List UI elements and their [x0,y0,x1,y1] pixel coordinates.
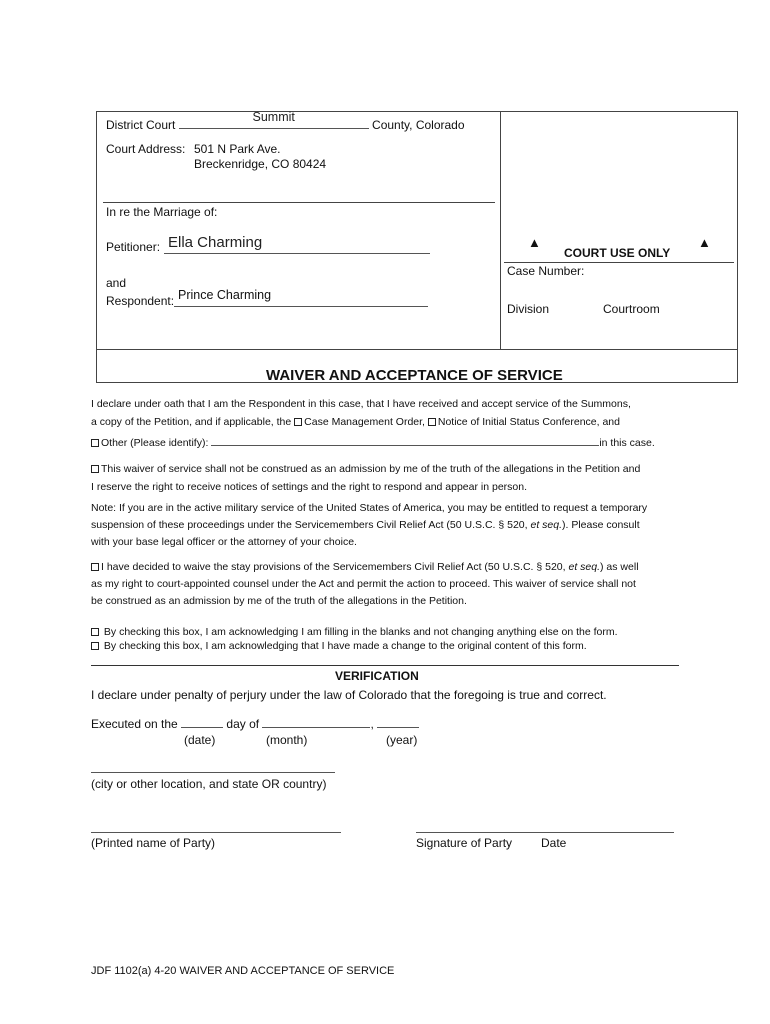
district-court-label: District Court [106,118,176,132]
court-use-only-label: COURT USE ONLY [564,246,671,260]
courtroom-label: Courtroom [603,302,660,316]
waiver-line2: I reserve the right to receive notices of settings and the right to respond and appear in person. [91,481,528,493]
month-label: (month) [266,733,308,747]
court-use-separator [504,262,734,263]
waiver-line1 [91,463,640,475]
printed-name-field[interactable] [91,832,341,833]
note-line2-end: ). Please consult [562,519,640,531]
respondent-field[interactable] [174,288,428,307]
waiver-checkbox[interactable] [91,465,99,473]
triangle-up-icon: ▲ [698,235,711,250]
and-label: and [106,276,127,290]
ack2-label: By checking this box, I am acknowledging that I have made a change to the original content of this form. [103,640,587,652]
cmo-checkbox[interactable] [294,418,302,426]
other-end-text: in this case. [599,437,655,449]
notice-checkbox[interactable] [428,418,436,426]
petitioner-label: Petitioner: [106,240,161,254]
caption-divider-horizontal [96,349,738,350]
other-identify-field[interactable] [211,435,599,446]
date-label: (date) [184,733,216,747]
date-field[interactable] [181,717,223,728]
verification-statement: I declare under penalty of perjury under the law of Colorado that the foregoing is true and correct. [91,688,607,702]
court-address-line1: 501 N Park Ave. [194,142,281,156]
signature-label: Signature of Party [416,836,513,850]
petitioner-value: Ella Charming [168,234,263,251]
other-option-label: Other (Please identify): [101,437,209,449]
notice-option-label: Notice of Initial Status Conference, and [437,416,620,428]
stay-line3: be construed as an admission by me of the truth of the allegations in the Petition. [91,595,467,607]
district-court-row [106,110,465,132]
declaration-line2-text: a copy of the Petition, and if applicable, the [91,416,292,428]
respondent-value: Prince Charming [178,288,272,302]
verification-heading: VERIFICATION [335,669,419,683]
other-checkbox[interactable] [91,439,99,447]
county-label: County, Colorado [372,118,465,132]
ack1-checkbox[interactable] [91,628,99,636]
executed-on-label: Executed on the [91,717,178,731]
note-line1: Note: If you are in the active military service of the United States of America, you may be entitled to request a temporary [91,502,648,514]
signature-date-label: Date [541,836,567,850]
ack2-row [91,640,587,652]
ack1-row [91,626,618,638]
petitioner-field[interactable] [164,233,430,254]
cmo-option-label: Case Management Order, [304,416,425,428]
printed-name-label: (Printed name of Party) [91,836,216,850]
day-of-label: day of [226,717,260,731]
county-field[interactable] [179,110,369,129]
triangle-up-icon: ▲ [528,235,541,250]
ack2-checkbox[interactable] [91,642,99,650]
stay-line1-text: I have decided to waive the stay provisions of the Servicemembers Civil Relief Act (50 U.S.C. § 520, [101,561,566,573]
note-line3: with your base legal officer or the attorney of your choice. [91,536,357,548]
declaration-line2 [91,416,620,428]
section-divider [91,665,679,666]
stay-line1-italic: et seq. [568,561,601,573]
in-re-label: In re the Marriage of: [106,205,218,219]
stay-checkbox[interactable] [91,563,99,571]
division-label: Division [507,302,550,316]
location-label: (city or other location, and state OR country) [91,777,327,791]
declaration-line1: I declare under oath that I am the Respondent in this case, that I have received and accept service of the Summons, [91,398,631,410]
month-field[interactable] [262,717,370,728]
form-title: WAIVER AND ACCEPTANCE OF SERVICE [266,367,563,384]
case-number-label: Case Number: [507,264,585,278]
county-value: Summit [252,110,295,124]
note-line2-text: suspension of these proceedings under the Servicemembers Civil Relief Act (50 U.S.C. § 520, [91,519,528,531]
executed-row: Executed on the day of , [91,717,419,731]
year-label: (year) [386,733,418,747]
stay-line1-end: ) as well [600,561,639,573]
waiver-line1-text: This waiver of service shall not be construed as an admission by me of the truth of the allegations in the Petition and [101,463,641,475]
year-field[interactable] [377,717,419,728]
court-address-line2: Breckenridge, CO 80424 [194,157,327,171]
signature-field[interactable] [416,832,674,833]
caption-divider-vertical [500,111,501,349]
note-line2-italic: et seq. [530,519,563,531]
court-address-label: Court Address: [106,142,186,156]
note-line2 [91,519,640,531]
stay-line2: as my right to court-appointed counsel under the Act and permit the action to proceed. This waiver of service shall not [91,578,636,590]
address-separator [103,202,495,203]
stay-line1 [91,561,639,573]
location-field[interactable] [91,772,335,773]
footer-form-id: JDF 1102(a) 4-20 WAIVER AND ACCEPTANCE OF SERVICE [91,965,395,977]
ack1-label: By checking this box, I am acknowledging I am filling in the blanks and not changing anything else on the form. [103,626,618,638]
declaration-line3 [91,435,655,449]
respondent-label: Respondent: [106,294,175,308]
